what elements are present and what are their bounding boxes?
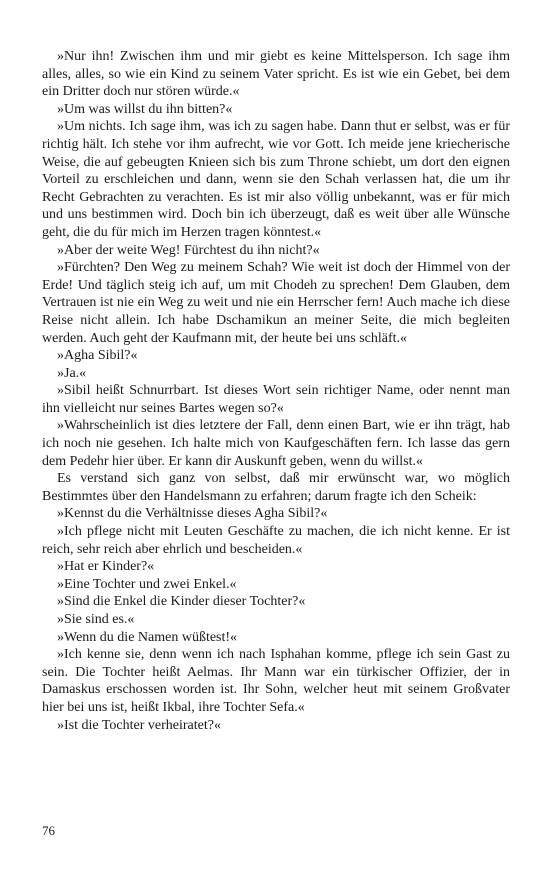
paragraph: »Ist die Tochter verheiratet?«: [57, 717, 221, 733]
paragraph: »Wahrscheinlich ist dies letztere der Fall, denn einen Bart, wie er ihn trägt, hab ich noch nie gesehen. Ich halte mich von Kaufgeschäften fern. Ich lasse das gern dem Pedehr hier über. Er kann dir Auskunft geben, wenn du willst.«: [42, 418, 510, 469]
paragraph: »Kennst du die Verhältnisse dieses Agha Sibil?«: [57, 506, 328, 522]
page-text-block: [42, 48, 510, 734]
paragraph: »Fürchten? Den Weg zu meinem Schah? Wie weit ist doch der Himmel von der Erde! Und täglich steig ich auf, um mit Chodeh zu sprechen! Dem Glauben, dem Vertrauen ist nie ein Weg zu weit und nie ein Herrscher fern! Auch mache ich diese Reise nicht allein. Ich habe Dschamikun an meiner Seite, die mich begleiten werden. Auch geht der Kaufmann mit, der heute bei uns schläft.«: [42, 260, 510, 346]
paragraph: »Nur ihn! Zwischen ihm und mir giebt es keine Mittelsperson. Ich sage ihm alles, alles, so wie ein Kind zu seinem Vater spricht. Es ist wie ein Gebet, bei dem ein Dritter doch nur stören würde.«: [42, 49, 510, 100]
page-number: 76: [42, 823, 55, 838]
paragraph: »Um nichts. Ich sage ihm, was ich zu sagen habe. Dann thut er selbst, was er für richtig hält. Ich stehe vor ihm aufrecht, wie vor Gott. Ich meide jene kriecherische Weise, die auf gebeugten Knieen sich bis zum Throne schiebt, um dort den eignen Vorteil zu erschleichen und dann, wenn sie den Schah verlassen hat, die um ihr Recht Gebrachten zu verachten. Es ist mir also völlig unbekannt, was er für mich und uns bestimmen wird. Doch bin ich überzeugt, daß es weit über alle Wünsche geht, die du für mich im Herzen tragen könntest.«: [42, 119, 510, 240]
paragraph: »Ich pflege nicht mit Leuten Geschäfte zu machen, die ich nicht kenne. Er ist reich, sehr reich aber ehrlich und bescheiden.«: [42, 524, 510, 557]
paragraph: »Ich kenne sie, denn wenn ich nach Isphahan komme, pflege ich sein Gast zu sein. Die Tochter heißt Aelmas. Ihr Mann war ein türkischer Offizier, der in Damaskus erschossen worden ist. Ihr Sohn, welcher heut mit seinem Großvater hier bei uns ist, heißt Ikbal, ihre Tochter Sefa.«: [42, 647, 510, 715]
paragraph: »Sie sind es.«: [57, 612, 135, 627]
paragraph: »Agha Sibil?«: [57, 348, 138, 364]
paragraph: »Sind die Enkel die Kinder dieser Tochter?«: [57, 594, 306, 610]
paragraph: »Hat er Kinder?«: [57, 559, 155, 575]
paragraph: »Wenn du die Namen wüßtest!«: [57, 629, 238, 645]
paragraph: »Ja.«: [57, 365, 87, 381]
paragraph: »Um was willst du ihn bitten?«: [57, 101, 233, 117]
paragraph: »Sibil heißt Schnurrbart. Ist dieses Wort sein richtiger Name, oder nennt man ihn vielleicht nur seines Bartes wegen so?«: [42, 383, 510, 416]
paragraph: »Aber der weite Weg! Fürchtest du ihn nicht?«: [57, 242, 320, 258]
paragraph: Es verstand sich ganz von selbst, daß mir erwünscht war, wo möglich Bestimmtes über den Handelsmann zu erfahren; darum fragte ich den Scheik:: [42, 471, 510, 504]
paragraph: »Eine Tochter und zwei Enkel.«: [57, 576, 237, 592]
